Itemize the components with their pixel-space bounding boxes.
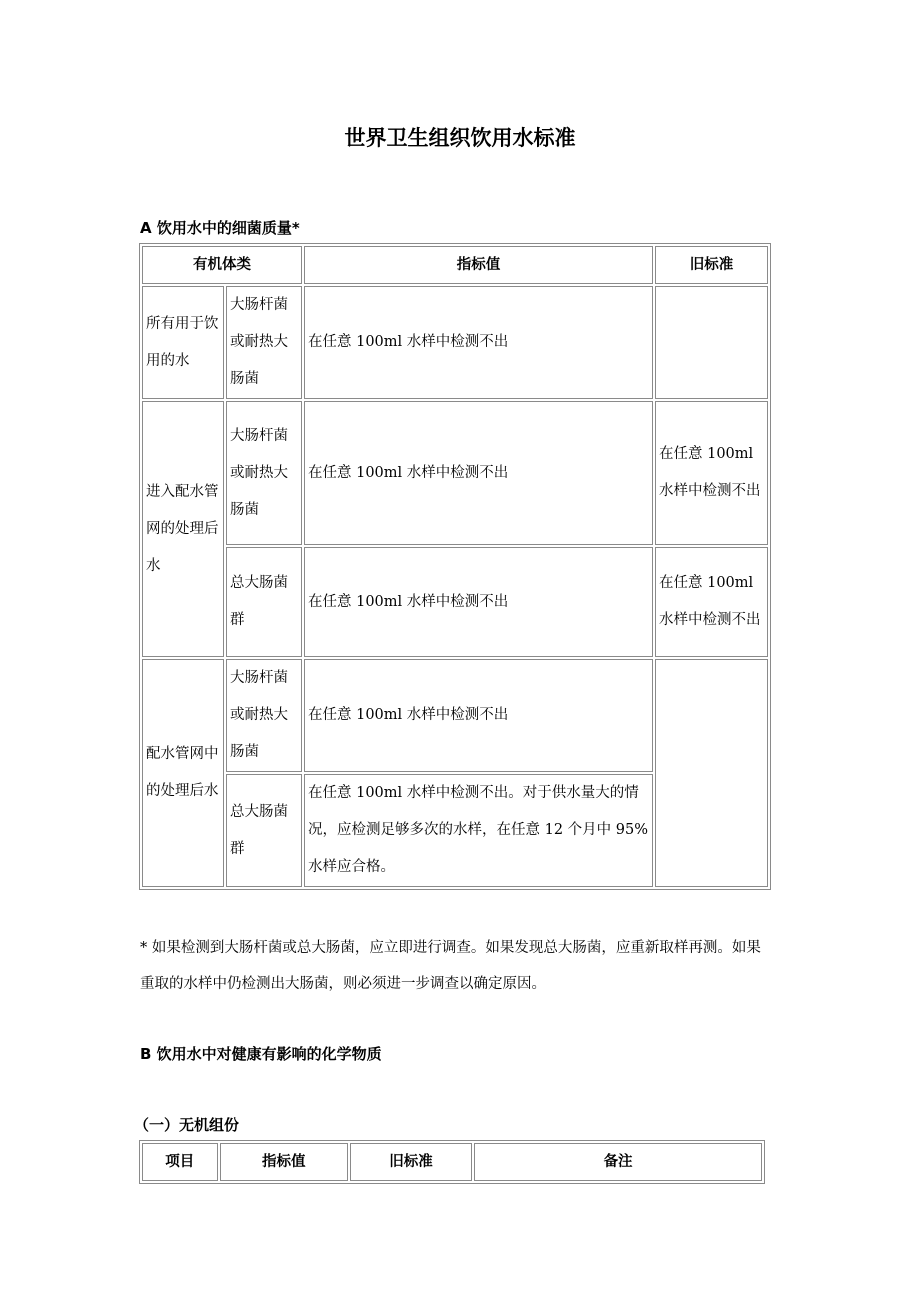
table-row <box>142 659 768 772</box>
header-value: 指标值 <box>304 246 653 284</box>
old-cell: 在任意 100ml 水样中检测不出 <box>655 547 768 657</box>
header-remarks: 备注 <box>474 1143 762 1181</box>
value-cell: 在任意 100ml 水样中检测不出。对于供水量大的情况，应检测足够多次的水样，在任意 12 个月中 95%水样应合格。 <box>304 774 653 887</box>
table-header-row <box>142 1143 762 1181</box>
value-cell: 在任意 100ml 水样中检测不出 <box>304 401 653 545</box>
inorganic-table <box>139 1140 765 1184</box>
table-header-row <box>142 246 768 284</box>
section-a-heading: A 饮用水中的细菌质量* <box>140 219 300 237</box>
section-b-heading: B 饮用水中对健康有影响的化学物质 <box>140 1045 382 1063</box>
footnote: * 如果检测到大肠杆菌或总大肠菌，应立即进行调查。如果发现总大肠菌，应重新取样再测。如果重取的水样中仍检测出大肠菌，则必须进一步调查以确定原因。 <box>140 940 761 992</box>
header-old: 旧标准 <box>350 1143 472 1181</box>
old-cell <box>655 659 768 887</box>
table-row <box>142 547 768 657</box>
organism-cell: 大肠杆菌或耐热大肠菌 <box>226 659 302 772</box>
organism-cell: 总大肠菌群 <box>226 774 302 887</box>
group-cell: 配水管网中的处理后水 <box>142 659 224 887</box>
header-old: 旧标准 <box>655 246 768 284</box>
bacteria-table <box>139 243 771 890</box>
value-cell: 在任意 100ml 水样中检测不出 <box>304 286 653 399</box>
group-cell: 进入配水管网的处理后水 <box>142 401 224 657</box>
organism-cell: 大肠杆菌或耐热大肠菌 <box>226 286 302 399</box>
old-cell: 在任意 100ml 水样中检测不出 <box>655 401 768 545</box>
header-item: 项目 <box>142 1143 218 1181</box>
organism-cell: 大肠杆菌或耐热大肠菌 <box>226 401 302 545</box>
header-value: 指标值 <box>220 1143 348 1181</box>
section-b-subheading: （一）无机组份 <box>134 1116 240 1134</box>
table-row <box>142 286 768 399</box>
value-cell: 在任意 100ml 水样中检测不出 <box>304 659 653 772</box>
organism-cell: 总大肠菌群 <box>226 547 302 657</box>
page-title: 世界卫生组织饮用水标准 <box>344 126 576 150</box>
group-cell: 所有用于饮用的水 <box>142 286 224 399</box>
old-cell <box>655 286 768 399</box>
header-organism: 有机体类 <box>142 246 302 284</box>
table-row <box>142 401 768 545</box>
value-cell: 在任意 100ml 水样中检测不出 <box>304 547 653 657</box>
